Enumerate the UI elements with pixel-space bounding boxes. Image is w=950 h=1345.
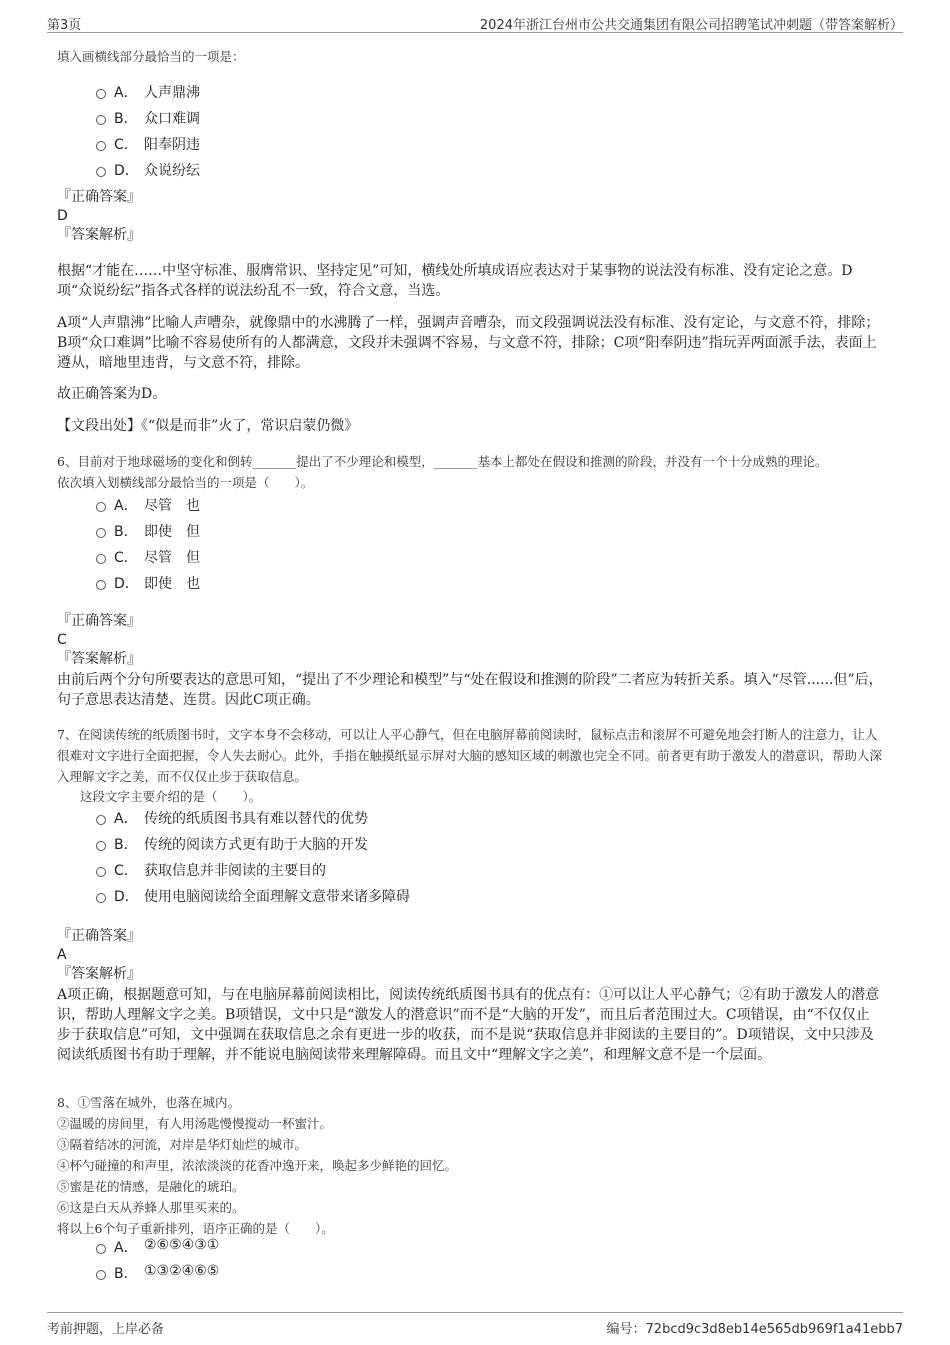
option-letter: B． — [114, 524, 138, 540]
radio-icon[interactable] — [96, 141, 106, 151]
q8-stem — [57, 1092, 887, 1239]
radio-icon[interactable] — [96, 554, 106, 564]
option-text: 传统的纸质图书具有难以替代的优势 — [144, 811, 368, 827]
q6-analysis: 由前后两个分句所要表达的意思可知，“提出了不少理论和模型”与“处在假设和推测的阶段”二者应为转折关系。填入“尽管......但”后，句子意思表达清楚、连贯。因此C项正确。 — [57, 672, 883, 708]
option-letter: A． — [114, 811, 138, 827]
analysis-label: 『答案解析』 — [57, 227, 141, 243]
q8-line: 8、①雪落在城外，也落在城内。 — [57, 1095, 240, 1110]
footer-slogan: 考前押题，上岸必备 — [47, 1322, 165, 1337]
option-text: 即使 也 — [144, 576, 200, 592]
document-title: 2024年浙江台州市公共交通集团有限公司招聘笔试冲刺题（带答案解析） — [479, 18, 903, 33]
q8-option-b[interactable] — [96, 1260, 796, 1286]
q7-options — [96, 805, 796, 909]
q6-stem-line1: 6、目前对于地球磁场的变化和倒转_______提出了不少理论和模型，_______基本上都处在假设和推测的阶段，并没有一个十分成熟的理论。 — [57, 454, 828, 469]
q8-line: ②温暖的房间里，有人用汤匙慢慢搅动一杯蜜汁。 — [57, 1116, 333, 1131]
q5-analysis-p2: A项“人声鼎沸”比喻人声嘈杂，就像鼎中的水沸腾了一样，强调声音嘈杂，而文段强调说法没有标准、没有定论，与文意不符，排除；B项“众口难调”比喻不容易使所有的人都满意，文段并未强调不容易，与文意不符，排除；C项“阳奉阴违”指玩弄两面派手法，表面上遵从，暗地里违背，与文意不符，排除。 — [57, 315, 880, 371]
option-letter: B． — [114, 837, 138, 853]
option-text: 众说纷纭 — [144, 163, 200, 179]
option-letter: A． — [114, 85, 138, 101]
option-letter: D． — [114, 889, 139, 905]
analysis-label: 『答案解析』 — [57, 966, 141, 982]
radio-icon[interactable] — [96, 580, 106, 590]
option-letter: B． — [114, 111, 138, 127]
option-letter: A． — [114, 498, 138, 514]
option-text: 获取信息并非阅读的主要目的 — [144, 863, 326, 879]
option-text: 即使 但 — [144, 524, 200, 540]
option-text: 传统的阅读方式更有助于大脑的开发 — [144, 837, 368, 853]
q5-option-c[interactable] — [96, 131, 796, 157]
option-letter: A． — [114, 1240, 138, 1256]
radio-icon[interactable] — [96, 1244, 106, 1254]
q6-stem-line2: 依次填入划横线部分最恰当的一项是（ ）。 — [57, 475, 314, 490]
radio-icon[interactable] — [96, 89, 106, 99]
q7-question: 这段文字主要介绍的是（ ）。 — [80, 789, 262, 804]
page-number: 第3页 — [47, 18, 82, 33]
q5-analysis-p1: 根据“才能在……中坚守标准、服膺常识、坚持定见”可知，横线处所填成语应表达对于某事物的说法没有标准、没有定论之意。D项“众说纷纭”指各式各样的说法纷乱不一致，符合文意，当选。 — [57, 263, 853, 299]
q5-source: 【文段出处】《“似是而非”火了，常识启蒙仍微》 — [57, 418, 359, 434]
q5-answer-block — [57, 188, 887, 245]
q7-option-b[interactable] — [96, 831, 796, 857]
q8-line: ⑥这是白天从养蜂人那里买来的。 — [57, 1200, 245, 1215]
answer-value: D — [57, 208, 68, 224]
option-letter: C． — [114, 863, 138, 879]
q7-option-a[interactable] — [96, 805, 796, 831]
q5-option-b[interactable] — [96, 105, 796, 131]
q6-option-d[interactable] — [96, 570, 796, 596]
radio-icon[interactable] — [96, 167, 106, 177]
q5-analysis-p3: 故正确答案为D。 — [57, 386, 167, 402]
radio-icon[interactable] — [96, 815, 106, 825]
option-letter: C． — [114, 550, 138, 566]
q8-question: 将以上6个句子重新排列，语序正确的是（ ）。 — [57, 1221, 334, 1236]
q7-analysis: A项正确，根据题意可知，与在电脑屏幕前阅读相比，阅读传统纸质图书具有的优点有：①可以让人平心静气；②有助于激发人的潜意识，帮助人理解文字之美。B项错误，文中只是“激发人的潜意识”而不是“大脑的开发”，而且后者范围过大。C项错误，由“不仅仅止步于获取信息”可知，文中强调在获取信息之余有更进一步的收获，而不是说“获取信息并非阅读的主要目的”。D项错误，文中只涉及阅读纸质图书有助于理解，并不能说电脑阅读带来理解障碍。而且文中“理解文字之美”，和理解文意不是一个层面。 — [57, 987, 880, 1063]
page-footer — [47, 1312, 903, 1339]
option-letter: C． — [114, 137, 138, 153]
page-header — [47, 12, 903, 33]
q6-answer-block — [57, 612, 887, 669]
option-text: ①③②④⑥⑤ — [144, 1263, 220, 1279]
radio-icon[interactable] — [96, 528, 106, 538]
q5-prompt: 填入画横线部分最恰当的一项是： — [57, 49, 245, 64]
radio-icon[interactable] — [96, 841, 106, 851]
q5-option-d[interactable] — [96, 157, 796, 183]
answer-value: C — [57, 632, 67, 648]
answer-label: 『正确答案』 — [57, 928, 141, 944]
option-text: ②⑥⑤④③① — [144, 1237, 220, 1253]
option-text: 人声鼎沸 — [144, 85, 200, 101]
analysis-label: 『答案解析』 — [57, 651, 141, 667]
q8-line: ③隔着结冰的河流，对岸是华灯灿烂的城市。 — [57, 1137, 308, 1152]
q8-option-a[interactable] — [96, 1234, 796, 1260]
q8-line: ④杯勺碰撞的和声里，浓浓淡淡的花香冲逸开来，唤起多少鲜艳的回忆。 — [57, 1158, 458, 1173]
answer-value: A — [57, 947, 67, 963]
answer-label: 『正确答案』 — [57, 613, 141, 629]
radio-icon[interactable] — [96, 115, 106, 125]
radio-icon[interactable] — [96, 893, 106, 903]
document-serial: 编号：72bcd9c3d8eb14e565db969f1a41ebb7 — [606, 1322, 903, 1337]
q7-option-d[interactable] — [96, 883, 796, 909]
option-letter: D． — [114, 576, 139, 592]
q6-options — [96, 492, 796, 596]
q8-options — [96, 1234, 796, 1286]
radio-icon[interactable] — [96, 1270, 106, 1280]
q8-line: ⑤蜜是花的情感，是融化的琥珀。 — [57, 1179, 245, 1194]
q5-option-a[interactable] — [96, 79, 796, 105]
radio-icon[interactable] — [96, 502, 106, 512]
option-text: 阳奉阴违 — [144, 137, 200, 153]
q5-options — [96, 79, 796, 183]
radio-icon[interactable] — [96, 867, 106, 877]
option-text: 众口难调 — [144, 111, 200, 127]
answer-label: 『正确答案』 — [57, 189, 141, 205]
option-text: 尽管 但 — [144, 550, 200, 566]
q7-stem: 7、在阅读传统的纸质图书时，文字本身不会移动，可以让人平心静气，但在电脑屏幕前阅读时，鼠标点击和滚屏不可避免地会打断人的注意力，让人很难对文字进行全面把握，令人失去耐心。此外，手指在触摸纸显示屏对大脑的感知区域的刺激也完全不同。前者更有助于激发人的潜意识，帮助人深入理解文字之美，而不仅仅止步于获取信息。 — [57, 727, 883, 784]
option-text: 尽管 也 — [144, 498, 200, 514]
q6-option-b[interactable] — [96, 518, 796, 544]
option-letter: B． — [114, 1266, 138, 1282]
option-letter: D． — [114, 163, 139, 179]
q6-option-a[interactable] — [96, 492, 796, 518]
option-text: 使用电脑阅读给全面理解文意带来诸多障碍 — [144, 889, 410, 905]
q6-option-c[interactable] — [96, 544, 796, 570]
q7-answer-block — [57, 927, 887, 984]
q7-option-c[interactable] — [96, 857, 796, 883]
